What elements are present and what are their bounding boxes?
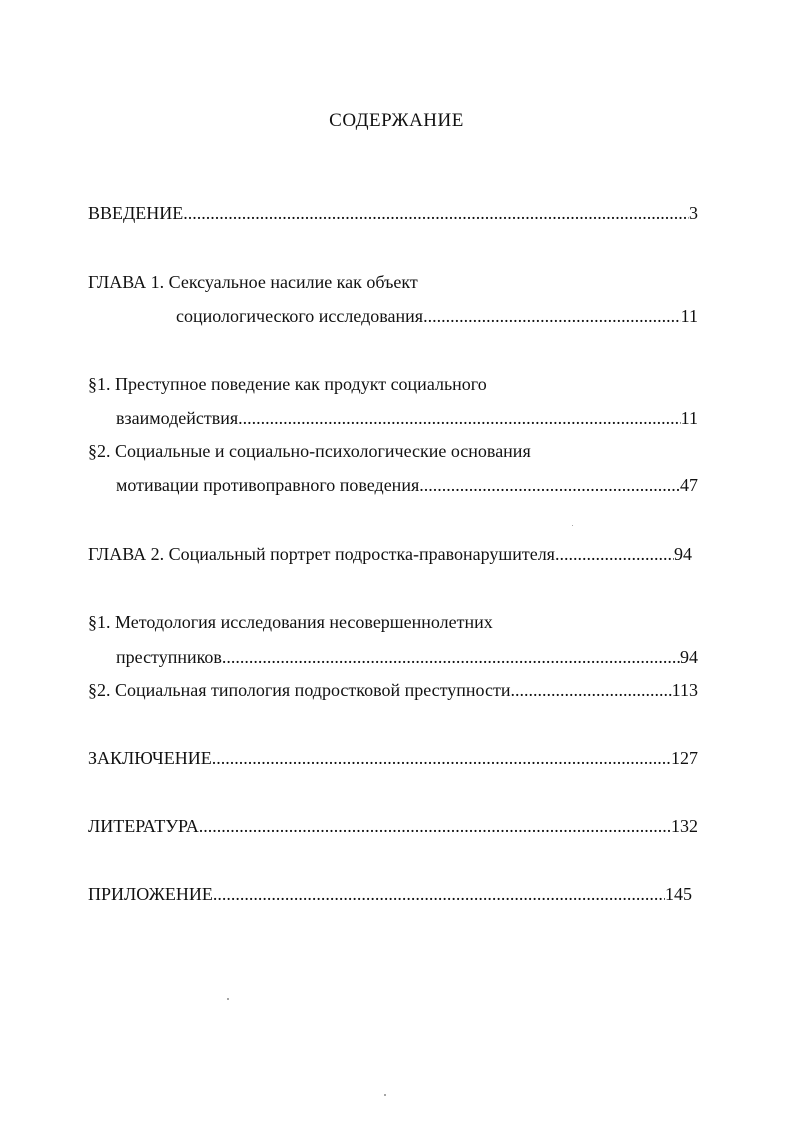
toc-entry-chapter1 — [176, 304, 698, 328]
toc-ch1-sec2-line1: §2. Социальные и социально-психологические основания — [88, 441, 531, 461]
toc-ch2-sec1-line1: §1. Методология исследования несовершеннолетних — [88, 612, 493, 632]
toc-leader-dots — [222, 645, 680, 669]
toc-entry-ch1-sec1 — [116, 406, 698, 430]
toc-leader-dots — [238, 406, 681, 430]
toc-entry-label: преступников — [116, 647, 222, 667]
page-title: СОДЕРЖАНИЕ — [329, 110, 464, 131]
toc-page-number: 127 — [671, 748, 698, 768]
toc-page-number: 11 — [680, 306, 698, 326]
toc-entry-label: взаимодействия — [116, 408, 239, 428]
toc-entry-chapter2 — [88, 542, 692, 566]
toc-page-number: 94 — [680, 647, 698, 667]
toc-page-number: 11 — [680, 408, 698, 428]
scan-speck — [384, 1094, 386, 1096]
toc-entry-ch1-sec2 — [116, 473, 698, 497]
toc-page-number: 3 — [689, 203, 698, 223]
toc-leader-dots — [419, 473, 680, 497]
toc-page-number: 113 — [671, 680, 698, 700]
toc-leader-dots — [183, 201, 689, 225]
scan-speck — [227, 998, 229, 1000]
toc-entry-label: §2. Социальная типология подростковой преступности — [88, 680, 511, 700]
toc-entry-appendix — [88, 882, 692, 906]
scan-speck — [572, 525, 573, 526]
toc-page-number: 132 — [671, 816, 698, 836]
toc-entry-ch2-sec1 — [116, 645, 698, 669]
toc-page-number: 94 — [674, 544, 692, 564]
toc-entry-label: ЛИТЕРАТУРА — [88, 816, 199, 836]
toc-leader-dots — [213, 882, 665, 906]
toc-entry-label: ЗАКЛЮЧЕНИЕ — [88, 748, 212, 768]
toc-leader-dots — [212, 746, 671, 770]
toc-chapter1-title-line1: ГЛАВА 1. Сексуальное насилие как объект — [88, 272, 418, 292]
toc-entry-label: ВВЕДЕНИЕ — [88, 203, 184, 223]
toc-entry-label: мотивации противоправного поведения — [116, 475, 420, 495]
toc-entry-conclusion — [88, 746, 698, 770]
toc-entry-label: ПРИЛОЖЕНИЕ — [88, 884, 213, 904]
toc-page-number: 145 — [665, 884, 692, 904]
toc-entry-ch2-sec2 — [88, 678, 698, 702]
toc-leader-dots — [423, 304, 681, 328]
toc-entry-intro — [88, 201, 698, 225]
toc-page-number: 47 — [680, 475, 698, 495]
toc-leader-dots — [199, 814, 671, 838]
toc-leader-dots — [555, 542, 674, 566]
toc-ch1-sec1-line1: §1. Преступное поведение как продукт социального — [88, 374, 487, 394]
toc-entry-label: социологического исследования — [176, 306, 424, 326]
toc-entry-label: ГЛАВА 2. Социальный портрет подростка-правонарушителя — [88, 544, 555, 564]
toc-entry-literature — [88, 814, 698, 838]
toc-leader-dots — [511, 678, 672, 702]
